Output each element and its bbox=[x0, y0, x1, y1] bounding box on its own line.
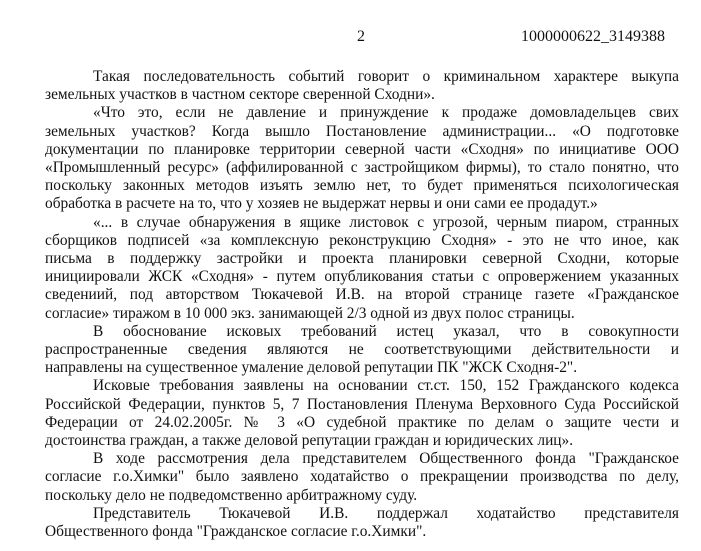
text-line: согласие г.о.Химки" было заявлено ходатайство о прекращении производства по делу, bbox=[45, 468, 679, 486]
text-line: распространенные сведения являются не соответствующими действительности и bbox=[45, 341, 679, 359]
text-line: земельных участков? Когда вышло Постановление администрации... «О подготовке bbox=[45, 122, 679, 140]
text-line: Такая последовательность событий говорит о криминальном характере выкупа bbox=[93, 68, 679, 85]
document-id: 1000000622_3149388 bbox=[521, 28, 665, 45]
paragraph-7 bbox=[45, 505, 679, 541]
text-line: поскольку законных методов изъять землю нет, то будет применяться психологическая bbox=[45, 177, 679, 195]
page-number: 2 bbox=[357, 28, 365, 45]
text-line: «... в случае обнаружения в ящике листовок с угрозой, черным пиаром, странных bbox=[93, 213, 679, 231]
text-line: документации по планировке территории северной части «Сходня» по инициативе ООО bbox=[45, 140, 679, 158]
text-line: сборщиков подписей «за комплексную реконструкцию Сходня» - это не что иное, как bbox=[45, 231, 679, 249]
text-line: инициировали ЖСК «Сходня» - путем опубликования статьи с опровержением указанных bbox=[45, 268, 679, 286]
text-line: «Что это, если не давление и принуждение к продаже домовладельцев свих bbox=[93, 104, 679, 122]
text-line: Представитель Тюкачевой И.В. поддержал ходатайство представителя bbox=[93, 504, 679, 522]
text-line: В ходе рассмотрения дела представителем Общественного фонда "Гражданское bbox=[93, 450, 679, 468]
text-line: обработка в расчете на то, что у хозяев не выдержат нервы и они сами ее продадут.» bbox=[45, 195, 598, 213]
text-line: Исковые требования заявлены на основании ст.ст. 150, 152 Гражданского кодекса bbox=[93, 377, 679, 395]
text-line: «Промышленный ресурс» (аффилированной с застройщиком фирмы), то стало понятно, что bbox=[45, 159, 679, 177]
paragraph-4 bbox=[45, 323, 679, 378]
text-line: согласие» тиражом в 10 000 экз. занимающей 2/3 одной из двух полос страницы. bbox=[45, 304, 575, 322]
text-line: Федерации от 24.02.2005г. № 3 «О судебной практике по делам о защите чести и bbox=[45, 413, 679, 431]
text-line: Российской Федерации, пунктов 5, 7 Постановления Пленума Верховного Суда Российской bbox=[45, 395, 679, 413]
text-line: Общественного фонда "Гражданское согласие г.о.Химки". bbox=[45, 523, 427, 541]
text-line: земельных участков в частном секторе сверенной Сходни». bbox=[45, 86, 435, 104]
text-line: сведениий, под авторством Тюкачевой И.В. на второй странице газете «Гражданское bbox=[45, 286, 679, 304]
text-line: В обоснование исковых требований истец указал, что в совокупности bbox=[93, 322, 679, 340]
paragraph-5 bbox=[45, 377, 679, 450]
text-line: поскольку дело не подведомственно арбитражному суду. bbox=[45, 486, 418, 504]
paragraph-1 bbox=[45, 68, 679, 104]
paragraph-2 bbox=[45, 104, 679, 213]
paragraph-3 bbox=[45, 214, 679, 323]
text-line: направлены на существенное умаление деловой репутации ПК "ЖСК Сходня-2". bbox=[45, 359, 578, 377]
document-body bbox=[45, 68, 679, 541]
text-line: достоинства граждан, а также деловой репутации граждан и юридических лиц». bbox=[45, 432, 574, 450]
paragraph-6 bbox=[45, 450, 679, 505]
text-line: письма в поддержку застройки и проекта планировки северной Сходни, которые bbox=[45, 250, 679, 268]
